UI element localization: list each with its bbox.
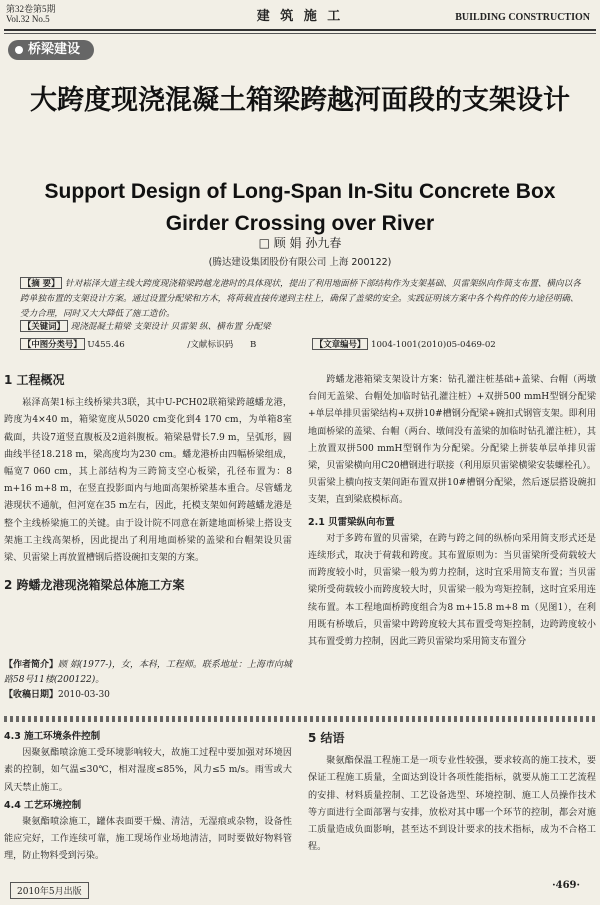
support-scheme-paragraph: 跨蟠龙港箱梁支架设计方案：钻孔灌注桩基础+盖梁、台帽（两墩台间无盖梁、台帽处加临时钻孔灌注桩）+双拼500 mmH型钢分配梁+单层单排贝雷梁结构+双拼10#槽钢分配梁+碗扣式钢管支架。即利用地面桥梁的盖梁、台帽（两台、墩间没有盖梁的加临时钻孔灌注桩），其上放置双拼500 mmH型钢作为分配梁。分配梁上拼装单层单排贝雷梁，贝雷梁横向用C20槽钢进行联接（利用原贝雷梁横梁安装螺栓孔）。贝雷梁上横向按支架间距布置双拼10#槽钢分配梁，然后逐层搭设碗扣支架，直到梁底模标高。	[308, 375, 596, 506]
article-no: 1004-1001(2010)05-0469-02	[370, 340, 496, 350]
author-intro	[4, 658, 296, 688]
section-2-heading: 2 跨蟠龙港现浇箱梁总体施工方案	[4, 578, 185, 593]
abstract-label: 【摘 要】	[20, 277, 62, 289]
abstract-text: 针对崧泽大道主线大跨度现浇箱梁跨越龙港时的具体现状，提出了利用地面桥下部结构作为支架基础、贝雷架纵向作筒支布置、横向以各跨单独布置的支架设计方案。通过设置分配梁和方木，将荷载直接传递到主柱上，确保了盖梁的安全。实践证明该方案中各个构件的传力途径明确、受力合理，同时又大大降低了施工造价。	[20, 279, 581, 319]
header-divider-thin	[4, 33, 596, 34]
issue-cn: 第32卷第5期	[6, 4, 56, 14]
title-chinese: 大跨度现浇混凝土箱梁跨越河面段的支架设计	[30, 85, 570, 116]
section-2-1-heading: 2.1 贝雷梁纵向布置	[308, 516, 395, 528]
section-2-1-paragraph: 对于多跨布置的贝雷梁，在跨与跨之间的纵桥向采用简支形式还是连续形式，取决于荷载和跨度。其布置原则为：当贝雷梁所受荷载较大而跨度较小时，贝雷梁一般为剪力控制，这时宜采用简支布置；当贝雷梁所受荷载较小而跨度较大时，贝雷梁一般为弯矩控制，这时宜采用连续布置。本工程地面桥跨度组合为8 m+15.8 m+8 m（见图1），在利用既有桥墩后，贝雷梁中跨跨度较大其布置受弯矩控制，边跨跨度较小其布置受剪力控制，因此三跨贝雷梁均采用简支布置分	[308, 533, 596, 648]
right-column-lower	[308, 730, 596, 856]
article-no-label: 【文章编号】	[312, 338, 368, 350]
author-note	[4, 658, 296, 703]
left-column-upper	[4, 372, 292, 594]
authors: □ 顾 娟 孙九春	[258, 236, 342, 250]
right-column-upper	[308, 372, 596, 651]
keywords	[20, 320, 582, 332]
affiliation: (腾达建设集团股份有限公司 上海 200122)	[208, 257, 392, 268]
class-no: U455.46	[87, 340, 125, 350]
author-intro-label: 【作者简介】	[4, 660, 59, 670]
classification	[20, 338, 320, 350]
issue-volume: Vol.32 No.5	[6, 14, 50, 24]
keywords-text: 现浇混凝土箱梁 支架设计 贝雷架 纵、横布置 分配梁	[70, 322, 271, 332]
section-4-3-heading: 4.3 施工环境条件控制	[4, 731, 101, 742]
section-4-4-heading: 4.4 工艺环境控制	[4, 799, 82, 811]
doc-code: B	[250, 340, 257, 350]
header-divider	[4, 29, 596, 31]
keywords-label: 【关键词】	[20, 320, 68, 332]
left-column-lower	[4, 728, 292, 866]
abstract	[20, 276, 582, 322]
section-1-paragraph: 崧泽高架1标主线桥梁共3联，其中U-PCH02联箱梁跨越蟠龙港，跨度为4×40 m，箱梁宽度从5020 cm变化到4 170 cm，为单箱8室截面，共设7道竖直腹板及2道斜腹板。箱梁悬臂长7.9 m，呈弧形，圆曲线半径18.218 m，梁高度均为230 cm。蟠龙港桥由四幅桥梁组成，幅宽7 060 cm，其上部结构为三跨简支空心板梁，孔径布置为：8 m+16 m+8 m，在竖直投影面内与地面高架桥梁基本重合。尽管蟠龙港现状不通航，但河宽在35 m左右，因此，托模支架如何跨越蟠龙港是整个主线桥梁施工的关键。由于设计院不同意在新建地面桥梁上搭设支架施工主线高架桥，因此提出了利用地面桥梁的盖梁和台帽架设贝雷梁、贝雷梁上再放置槽钢后搭设碗扣支架的方案。	[4, 398, 292, 564]
author-intro-text: 顾 娟(1977-)，女，本科，工程师。联系地址：上海市向城路58号11楼(200122)。	[4, 660, 292, 685]
article-separator	[4, 716, 596, 722]
section-tag: 桥梁建设	[8, 40, 94, 60]
page-number: ·469·	[552, 880, 580, 891]
journal-name-en: BUILDING CONSTRUCTION	[455, 12, 590, 23]
publication-date: 2010年5月出版	[10, 882, 89, 899]
class-no-label: 【中图分类号】	[20, 338, 85, 350]
section-4-4-paragraph: 聚氨酯喷涂施工，罐体表面要干燥、清洁，无湿痕或杂物，设备性能应完好，工作连续可靠，施工现场作业场地清洁，同时要做好物料管理，防止物料受到污染。	[4, 817, 292, 862]
doc-code-label: /文献标识码	[187, 340, 234, 350]
section-4-3-paragraph: 因聚氨酯喷涂施工受环境影响较大，故施工过程中要加强对环境因素的控制，如气温≤30℃，相对湿度≤85%，风力≤5 m/s。雨雪或大风天禁止施工。	[4, 748, 292, 793]
title-english: Support Design of Long-Span In-Situ Concrete Box Girder Crossing over River	[44, 180, 556, 235]
section-1-heading: 1 工程概况	[4, 373, 65, 387]
section-5-heading: 5 结语	[308, 731, 345, 745]
section-5-paragraph: 聚氨酯保温工程施工是一项专业性较强，要求较高的施工技术，要保证工程施工质量，全面达到设计各项性能指标，就要从施工工艺流程的安排、材料质量控制、工艺设备选型、环境控制、施工人员操作技术等方面进行全面部署与安排，放松对其中哪一个环节的控制，都会对施工质量造成负面影响，甚至达不到设计要求的技术指标，成为不合格工程。	[308, 756, 596, 853]
article-number	[312, 338, 592, 350]
received-text: 2010-03-30	[58, 690, 110, 700]
journal-name-cn: 建 筑 施 工	[256, 9, 344, 24]
received-label: 【收稿日期】	[4, 690, 59, 700]
journal-issue	[6, 4, 56, 24]
received-date	[4, 688, 296, 703]
